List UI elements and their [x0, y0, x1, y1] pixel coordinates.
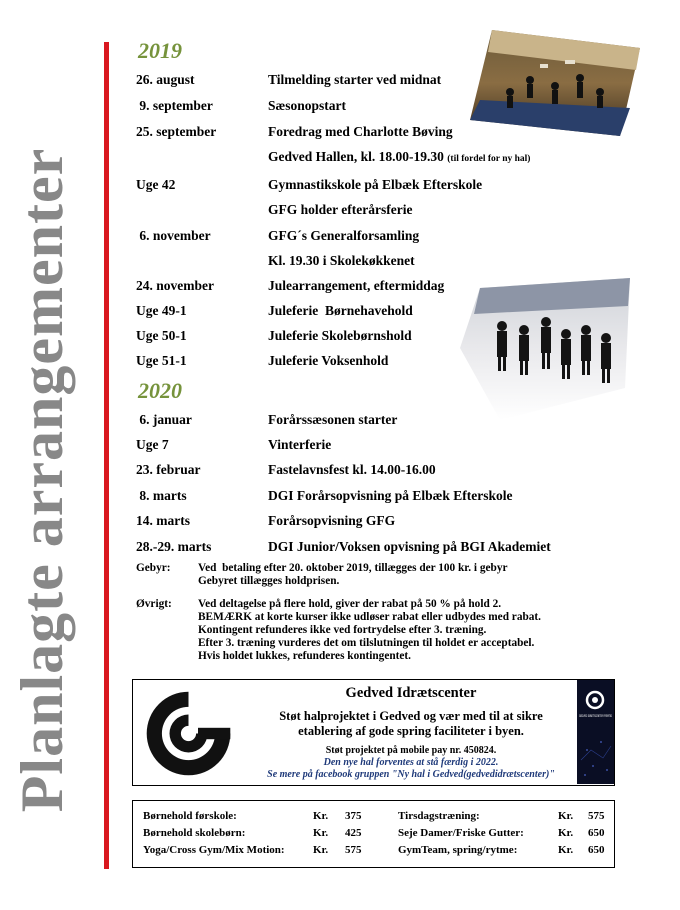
event-date: 14. marts [136, 513, 190, 528]
side-title: Planlagte arrangementer [9, 147, 75, 813]
ovrigt-line: Efter 3. træning vurderes det om tilslutningen til holdet er acceptabel. [198, 637, 535, 649]
year-2019-heading: 2019 [138, 38, 182, 63]
event-date: 28.-29. marts [136, 539, 212, 554]
event-text: Fastelavnsfest kl. 14.00-16.00 [268, 462, 436, 477]
event-text: Julearrangement, eftermiddag [268, 278, 445, 293]
event-text: Juleferie Voksenhold [268, 353, 389, 368]
price-amount: 575 [588, 810, 605, 822]
price-amount: 650 [588, 844, 605, 856]
center-poster-image [577, 680, 614, 784]
price-name: Børnehold skolebørn: [143, 827, 246, 839]
price-name: Yoga/Cross Gym/Mix Motion: [143, 844, 285, 856]
event-date: 6. november [136, 228, 211, 243]
ovrigt-line: BEMÆRK at korte kurser ikke udløser rabat eller udbydes med rabat. [198, 611, 541, 623]
price-currency: Kr. [558, 827, 574, 839]
event-text: Foredrag med Charlotte Bøving [268, 124, 453, 139]
event-date: 6. januar [136, 412, 192, 427]
event-date: 24. november [136, 278, 214, 293]
event-row [136, 433, 606, 457]
center-name: Gedved Idrætscenter [345, 685, 477, 701]
event-row [136, 145, 606, 169]
event-note: (til fordel for ny hal) [447, 154, 531, 164]
event-row [136, 458, 606, 482]
price-currency: Kr. [313, 827, 329, 839]
price-currency: Kr. [558, 844, 574, 856]
event-date: 26. august [136, 72, 195, 87]
event-text: Gymnastikskole på Elbæk Efterskole [268, 177, 483, 192]
event-text: Juleferie Skolebørnshold [268, 328, 412, 343]
facebook-group-text: Se mere på facebook gruppen "Ny hal i Gedved(gedvedidrætscenter)" [267, 769, 555, 780]
event-date: Uge 51-1 [136, 353, 187, 368]
event-text: Kl. 19.30 i Skolekøkkenet [268, 253, 415, 268]
poster-caption: GEDVED IDRÆTSCENTER FREMTID [579, 714, 613, 718]
event-date: Uge 50-1 [136, 328, 187, 343]
event-date: 9. september [136, 98, 213, 113]
event-date: 23. februar [136, 462, 201, 477]
ovrigt-line: Ved deltagelse på flere hold, giver der rabat på 50 % på hold 2. [198, 598, 502, 610]
event-text: GFG holder efterårsferie [268, 202, 413, 217]
event-text: Forårsopvisning GFG [268, 513, 396, 528]
ovrigt-text [198, 598, 598, 663]
gebyr-note [136, 562, 616, 592]
center-appeal: Støt halprojektet i Gedved og vær med til at sikre etablering af gode spring faciliteter i byen. [279, 709, 543, 738]
event-date: Uge 42 [136, 177, 176, 192]
event-text: Forårssæsonen starter [268, 412, 398, 427]
ovrigt-line: Hvis holdet lukkes, refunderes kontingentet. [198, 650, 411, 662]
event-text: Vinterferie [268, 437, 332, 452]
price-name: Seje Damer/Friske Gutter: [398, 827, 524, 839]
price-amount: 575 [345, 844, 362, 856]
gymnastics-photo-team [460, 278, 630, 420]
event-date: Uge 49-1 [136, 303, 187, 318]
event-text: DGI Forårsopvisning på Elbæk Efterskole [268, 488, 513, 503]
event-text: Tilmelding starter ved midnat [268, 72, 442, 87]
price-name: Børnehold førskole: [143, 810, 237, 822]
event-row [136, 198, 606, 222]
event-text: Gedved Hallen, kl. 18.00-19.30 (til fordel for ny hal) [268, 149, 531, 164]
ovrigt-label: Øvrigt: [136, 598, 172, 610]
hall-completion-text: Den nye hal forventes at stå færdig i 2022. [323, 757, 499, 768]
year-2020-heading: 2020 [138, 378, 182, 403]
event-date: 8. marts [136, 488, 187, 503]
price-amount: 425 [345, 827, 362, 839]
event-text: Juleferie Børnehavehold [268, 303, 413, 318]
event-text: Sæsonopstart [268, 98, 347, 113]
event-row [136, 173, 606, 197]
event-text: DGI Junior/Voksen opvisning på BGI Akademiet [268, 539, 551, 554]
event-date: Uge 7 [136, 437, 169, 452]
gebyr-line: Ved betaling efter 20. oktober 2019, tillægges der 100 kr. i gebyr [198, 562, 508, 574]
idraetscenter-box [132, 679, 615, 786]
gebyr-text [198, 562, 598, 588]
gedved-logo-icon [141, 686, 236, 781]
red-divider [104, 42, 109, 869]
event-row [136, 509, 606, 533]
price-currency: Kr. [313, 810, 329, 822]
gebyr-line: Gebyret tillægges holdprisen. [198, 575, 340, 587]
price-amount: 375 [345, 810, 362, 822]
mobile-pay-text: Støt projektet på mobile pay nr. 450824. [325, 745, 497, 756]
event-row [136, 535, 606, 559]
ovrigt-line: Kontingent refunderes ikke ved fortrydelse efter 3. træning. [198, 624, 487, 636]
price-name: Tirsdagstræning: [398, 810, 480, 822]
price-currency: Kr. [313, 844, 329, 856]
event-date: 25. september [136, 124, 217, 139]
event-row [136, 249, 606, 273]
gymnastics-photo-arena [470, 30, 640, 136]
price-currency: Kr. [558, 810, 574, 822]
event-row [136, 484, 606, 508]
price-list [132, 800, 615, 868]
event-row [136, 224, 606, 248]
event-text: GFG´s Generalforsamling [268, 228, 420, 243]
gebyr-label: Gebyr: [136, 562, 171, 574]
price-name: GymTeam, spring/rytme: [398, 844, 518, 856]
ovrigt-note [136, 598, 616, 668]
price-amount: 650 [588, 827, 605, 839]
